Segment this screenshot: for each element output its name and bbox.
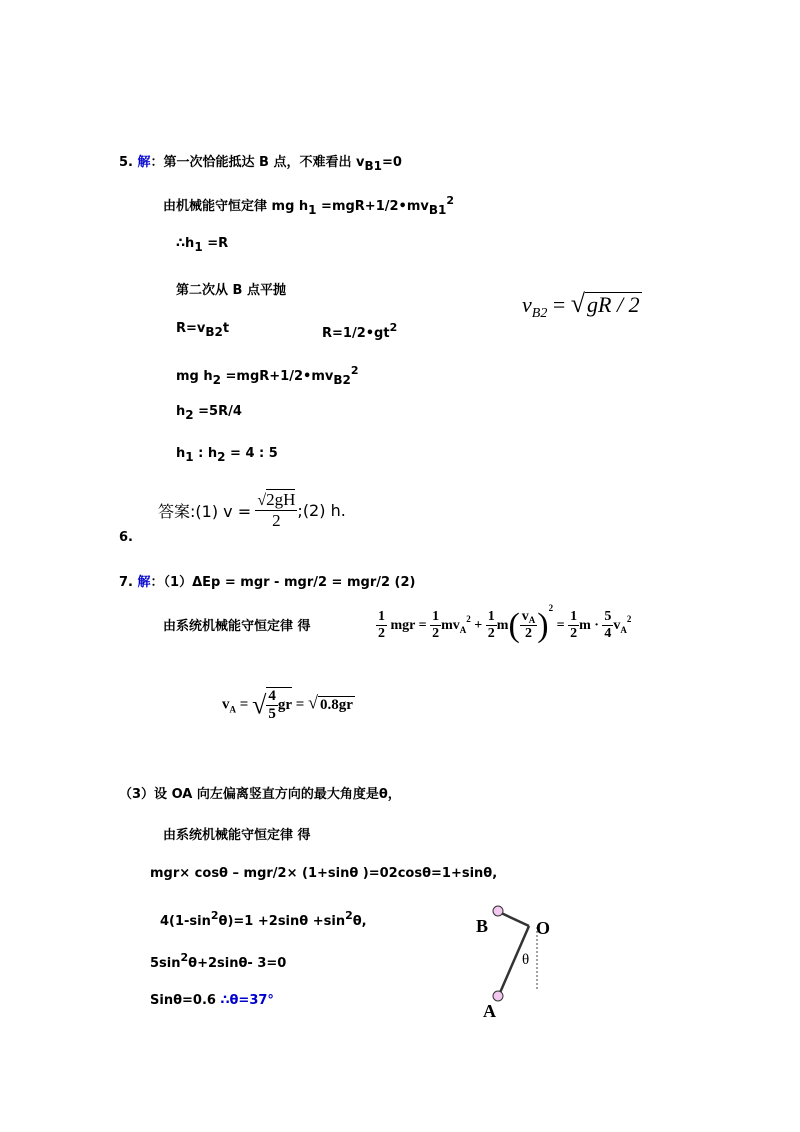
superscript: 2: [466, 614, 471, 624]
text: 4(1-sin: [160, 914, 211, 929]
answer-fraction: [255, 490, 297, 531]
problem-7-text: ：（1）ΔEp = mgr - mgr/2 = mgr/2 (2): [150, 575, 416, 590]
label-b: B: [476, 916, 489, 936]
text: R=v: [176, 321, 206, 336]
problem-7-number: 7.: [119, 575, 133, 590]
term: m ·: [579, 618, 599, 633]
subscript: 2: [185, 408, 194, 422]
part-3-line-4: [160, 909, 367, 929]
problem-5-number: 5.: [119, 155, 133, 170]
right-paren: ): [537, 606, 549, 644]
text: =R: [202, 236, 229, 251]
radical-sign: √: [308, 692, 318, 713]
radical-sign: √: [570, 289, 586, 318]
fraction: [602, 609, 613, 642]
radical-sign: √: [252, 690, 267, 720]
problem-7-line-2: 由系统机械能守恒定律 得: [163, 619, 311, 634]
plus-sign: +: [474, 618, 483, 633]
subscript: 2: [212, 373, 221, 387]
text: =5R/4: [193, 404, 242, 419]
superscript: 2: [548, 603, 554, 613]
equals-sign: =: [239, 696, 249, 713]
answer-prefix: 答案:(1) v =: [158, 501, 252, 521]
part-3-line-3: mgr× cosθ – mgr/2× (1+sinθ )=02cosθ=1+sinθ,: [150, 866, 498, 881]
formula-var: v: [522, 292, 532, 317]
text: = 4 : 5: [225, 446, 278, 461]
formula-equals: =: [547, 292, 571, 317]
term: m: [496, 618, 509, 633]
label-a: A: [483, 1001, 496, 1020]
denominator: 2: [570, 626, 578, 642]
numerator: [520, 609, 538, 626]
text: 由机械能守恒定律 mg h: [163, 199, 309, 214]
superscript: 2: [210, 909, 219, 922]
text: 5sin: [150, 956, 181, 971]
subscript: A: [528, 615, 536, 626]
problem-7-line-1: [119, 571, 416, 590]
subscript: 1: [308, 203, 317, 217]
fraction: [568, 609, 579, 642]
problem-5-line-4: 第二次从 B 点平抛: [176, 283, 286, 298]
fraction: [430, 609, 441, 642]
subscript: 2: [217, 450, 226, 464]
subscript: A: [620, 625, 627, 635]
numerator: 1: [568, 609, 579, 626]
term: mv: [441, 618, 460, 633]
text: h: [176, 446, 186, 461]
fraction: [376, 609, 387, 642]
denominator: 5: [268, 706, 276, 723]
subscript: A: [229, 704, 236, 715]
formula-radicand: gR / 2: [587, 292, 640, 317]
fraction: [520, 609, 538, 642]
numerator: 4: [266, 688, 278, 706]
part-3-line-2: 由系统机械能守恒定律 得: [163, 828, 311, 843]
problem-5-line-8: [176, 446, 278, 464]
subscript: B2: [333, 373, 351, 387]
text: θ,: [352, 914, 367, 929]
denominator: 2: [432, 626, 440, 642]
fraction: [486, 609, 497, 642]
equals-sign: =: [295, 696, 305, 713]
superscript: 2: [180, 951, 189, 964]
subscript: 1: [185, 450, 194, 464]
problem-6-answer: [158, 490, 346, 531]
ball-a: [493, 991, 503, 1001]
radicand: 0.8gr: [319, 696, 353, 713]
left-paren: (: [508, 606, 520, 644]
term: gr: [277, 697, 293, 714]
subscript: B1: [428, 203, 447, 217]
label-theta: θ: [522, 952, 530, 968]
fraction: [266, 688, 278, 724]
numerator: 1: [430, 609, 441, 626]
var: v: [222, 696, 230, 713]
part-3-line-6: [150, 993, 274, 1008]
superscript: 2: [350, 364, 359, 377]
denominator: 2: [487, 626, 495, 642]
problem-5-line-2: [163, 194, 454, 217]
denominator: 2: [525, 626, 533, 642]
denominator: 4: [604, 626, 612, 642]
term: v: [613, 618, 621, 633]
text: Sinθ=0.6: [150, 993, 221, 1008]
subscript: B2: [205, 325, 223, 339]
solution-label: 解: [137, 155, 151, 170]
pendulum-diagram: [470, 900, 590, 1020]
text: h: [176, 404, 186, 419]
equals-sign: =: [556, 618, 565, 633]
text: : h: [193, 446, 218, 461]
subscript: 1: [194, 240, 203, 254]
subscript: B1: [364, 159, 382, 173]
radicand: [266, 687, 292, 724]
text: θ)=1 +2sinθ +sin: [218, 914, 346, 929]
label-o: O: [536, 918, 551, 938]
superscript: 2: [626, 614, 632, 624]
text: mg h: [176, 369, 213, 384]
rod-ob: [499, 912, 529, 926]
subscript: A: [459, 625, 467, 635]
vb2-formula: [522, 289, 642, 322]
answer-denominator: 2: [272, 511, 281, 531]
superscript: 2: [446, 194, 455, 207]
ball-b: [493, 906, 503, 916]
var: v: [521, 609, 529, 625]
problem-5-line-3: [176, 236, 228, 254]
text: =mgR+1/2•mv: [316, 199, 429, 214]
problem-6-number: 6.: [119, 530, 133, 545]
text: ∴h: [176, 236, 195, 251]
result-text: ∴θ=37°: [220, 993, 274, 1008]
denominator: 2: [378, 626, 385, 642]
numerator: 1: [486, 609, 497, 626]
problem-5-line-7: [176, 404, 242, 422]
problem-5-text: ：第一次恰能抵达 B 点，不难看出 v: [150, 155, 365, 170]
energy-equation: [376, 603, 631, 645]
answer-suffix: ;(2) h.: [297, 500, 346, 520]
numerator: 5: [602, 609, 613, 626]
answer-numerator: √2gH: [255, 490, 297, 511]
problem-5-line-1: [119, 151, 402, 173]
text: R=1/2•gt: [322, 326, 390, 341]
va-equation: [222, 687, 355, 724]
problem-5-line-5: [176, 321, 229, 339]
answer-radicand: 2gH: [266, 490, 296, 509]
term: mgr =: [390, 618, 427, 633]
text: =mgR+1/2•mv: [221, 369, 334, 384]
solution-label: 解: [137, 575, 151, 590]
text: t: [222, 321, 230, 336]
problem-5-text-end: =0: [382, 155, 402, 170]
numerator: 1: [376, 609, 387, 626]
problem-5-line-6: [176, 364, 359, 387]
formula-subscript: B2: [531, 306, 548, 321]
problem-5-line-5b: [322, 321, 397, 341]
superscript: 2: [389, 321, 398, 334]
part-3-line-1: （3）设 OA 向左偏离竖直方向的最大角度是θ，: [119, 787, 401, 802]
superscript: 2: [345, 909, 353, 922]
text: θ+2sinθ- 3=0: [188, 956, 287, 971]
part-3-line-5: [150, 951, 286, 971]
